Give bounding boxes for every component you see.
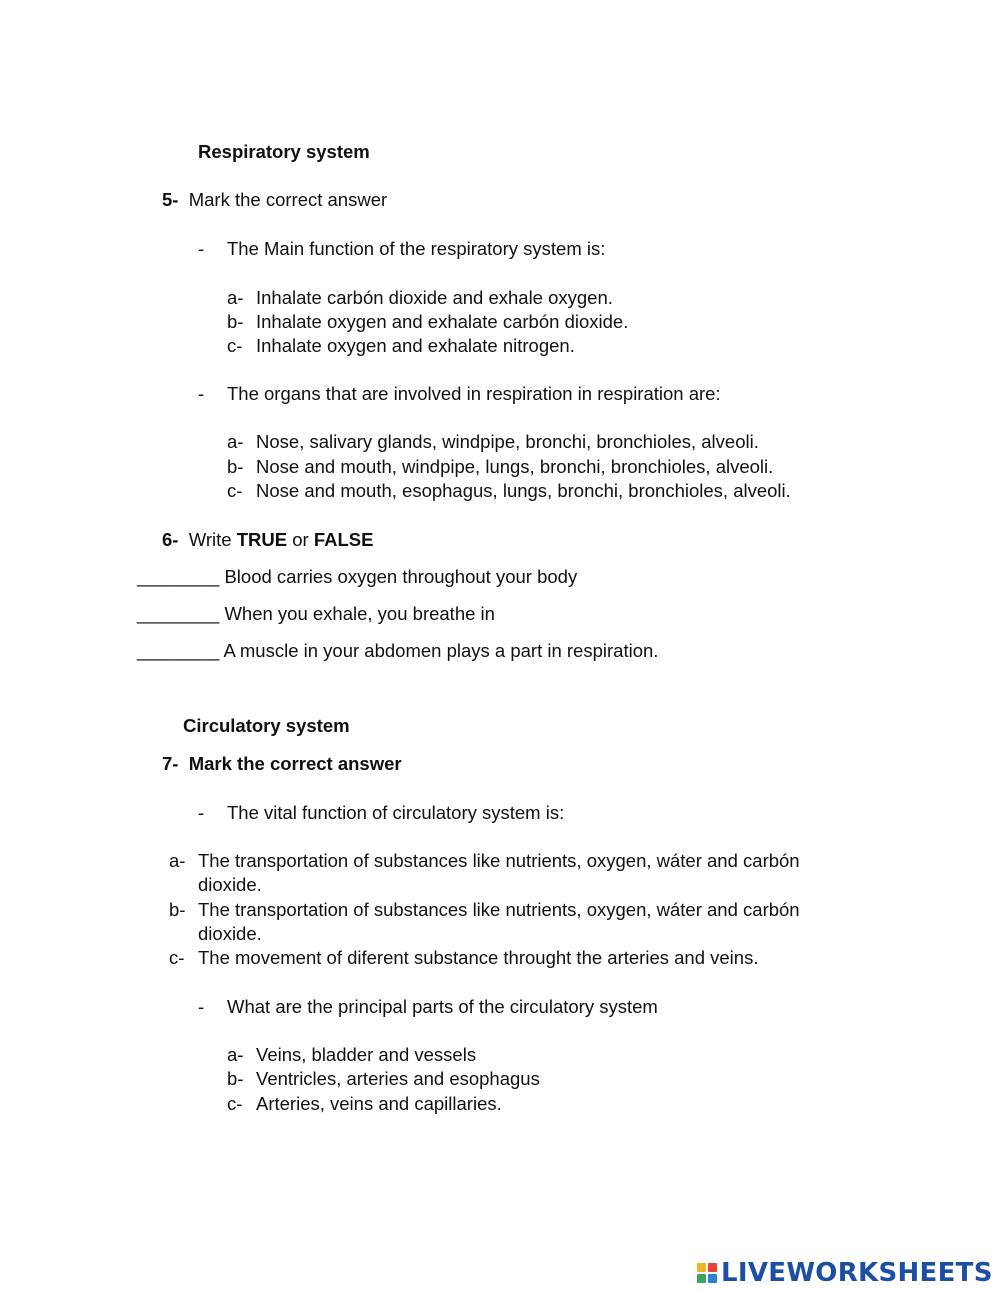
false-word: FALSE [313,529,374,550]
prompt-text: The vital function of circulatory system is: [227,802,565,823]
prompt-text: What are the principal parts of the circulatory system [227,996,658,1017]
option-letter: a- [227,287,244,308]
option-letter: b- [227,311,244,332]
true-word: TRUE [236,529,288,550]
option-letter: c- [169,947,185,968]
prompt-bullet: - [198,996,205,1017]
liveworksheets-logo [697,1258,993,1288]
answer-option[interactable] [227,1046,476,1065]
logo-square [697,1274,706,1283]
question-7 [162,755,402,774]
logo-square [708,1274,717,1283]
option-letter: c- [227,1093,243,1114]
prompt-bullet: - [198,238,205,259]
option-text: Nose, salivary glands, windpipe, bronchi, bronchioles, alveoli. [256,431,759,452]
option-text: Inhalate carbón dioxide and exhale oxygen. [256,287,613,308]
prompt-text: The organs that are involved in respiration in respiration are: [227,383,721,404]
question-5 [162,191,387,210]
option-letter: a- [227,1044,244,1065]
option-text: Ventricles, arteries and esophagus [256,1068,540,1089]
or-word: or [292,529,309,550]
answer-option[interactable]: The movement of diferent substance throught the arteries and veins. [198,947,759,968]
option-letter: c- [227,335,243,356]
true-false-statement [137,642,658,661]
statement-text: When you exhale, you breathe in [224,603,495,624]
statement-text: Blood carries oxygen throughout your body [224,566,578,587]
option-letter: a- [169,850,186,871]
answer-option-continued: dioxide. [198,923,262,944]
answer-option[interactable] [227,337,575,356]
section-heading-respiratory: Respiratory system [198,141,370,162]
answer-option[interactable] [227,482,791,501]
answer-option[interactable] [227,289,613,308]
option-letter: b- [227,1068,244,1089]
question-6 [162,531,373,550]
logo-square [708,1263,717,1272]
option-letter: a- [227,431,244,452]
answer-option[interactable] [227,433,759,452]
question-number: 6- [162,529,179,550]
logo-square [697,1263,706,1272]
question-number: 7- [162,753,179,774]
answer-blank[interactable]: ________ [137,566,220,587]
statement-text: A muscle in your abdomen plays a part in respiration. [223,640,659,661]
true-false-statement [137,568,577,587]
question-instruction: Mark the correct answer [188,753,402,774]
prompt-text: The Main function of the respiratory system is: [227,238,606,259]
section-heading-circulatory: Circulatory system [183,715,350,736]
prompt-bullet: - [198,383,205,404]
answer-option[interactable] [227,1070,540,1089]
option-letter: b- [169,899,186,920]
option-text: Nose and mouth, esophagus, lungs, bronchi, bronchioles, alveoli. [256,480,791,501]
answer-option[interactable]: The transportation of substances like nutrients, oxygen, wáter and carbón [198,899,800,920]
prompt-bullet: - [198,802,205,823]
option-text: Veins, bladder and vessels [256,1044,477,1065]
answer-blank[interactable]: ________ [137,603,220,624]
option-text: Nose and mouth, windpipe, lungs, bronchi, bronchioles, alveoli. [256,456,774,477]
true-false-statement [137,605,495,624]
question-number: 5- [162,189,179,210]
question-instruction: Mark the correct answer [188,189,388,210]
option-text: Inhalate oxygen and exhalate nitrogen. [256,335,575,356]
answer-option[interactable]: The transportation of substances like nutrients, oxygen, wáter and carbón [198,850,800,871]
write-word: Write [188,529,232,550]
answer-option[interactable] [227,1095,502,1114]
answer-blank[interactable]: ________ [137,640,220,661]
answer-option-continued: dioxide. [198,874,262,895]
logo-text: LIVEWORKSHEETS [721,1258,993,1288]
logo-squares-icon [697,1263,717,1283]
option-text: Inhalate oxygen and exhalate carbón dioxide. [256,311,629,332]
option-letter: b- [227,456,244,477]
answer-option[interactable] [227,313,628,332]
option-letter: c- [227,480,243,501]
option-text: Arteries, veins and capillaries. [256,1093,502,1114]
answer-option[interactable] [227,458,773,477]
